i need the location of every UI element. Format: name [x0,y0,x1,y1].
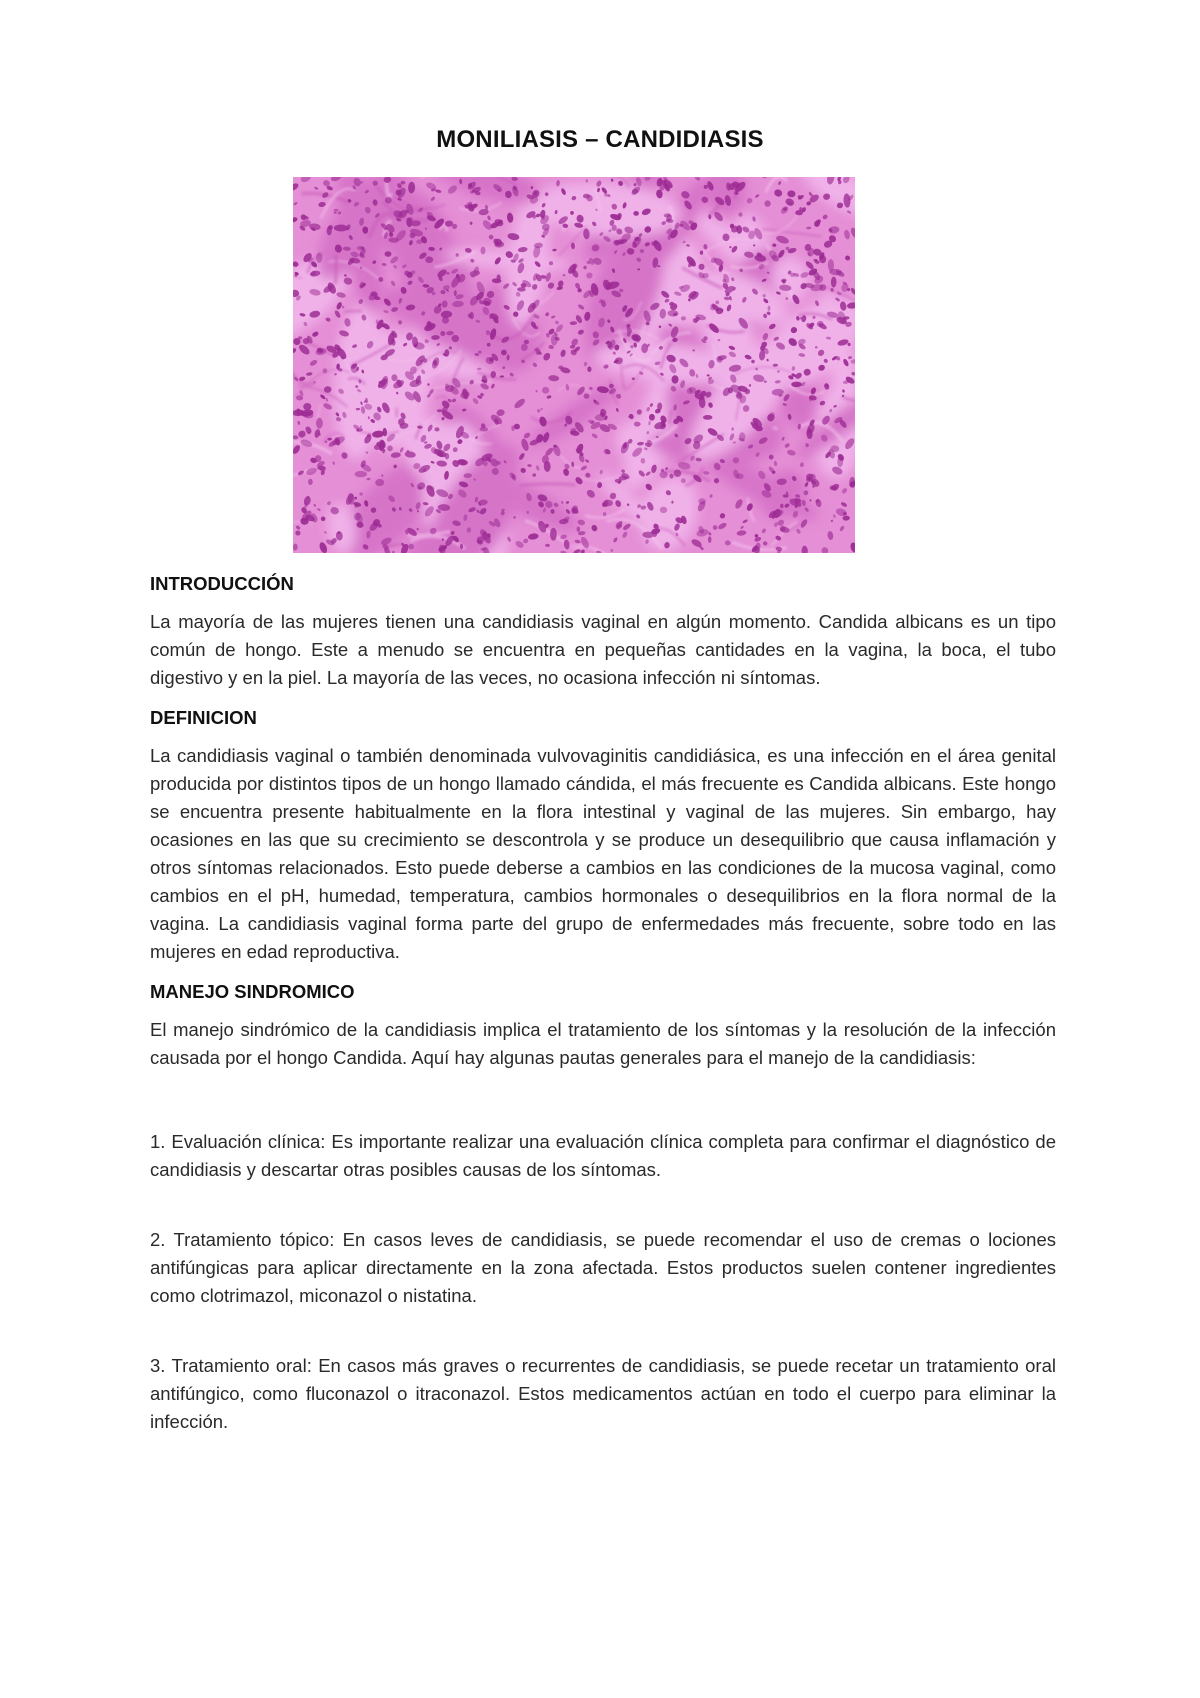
list-item: 3. Tratamiento oral: En casos más graves o recurrentes de candidiasis, se puede recetar un tratamiento oral antifúngico, como fluconazol o itraconazol. Estos medicamentos actúan en todo el cuerpo para eliminar la infección. [150,1355,1056,1432]
histology-image [293,177,855,553]
list-item: 2. Tratamiento tópico: En casos leves de candidiasis, se puede recomendar el uso de cremas o lociones antifúngicas para aplicar directamente en la zona afectada. Estos productos suelen contener ingredientes como clotrimazol, miconazol o nistatina. [150,1229,1056,1306]
document-title: MONILIASIS – CANDIDIASIS [436,126,764,153]
section-heading-manejo: MANEJO SINDROMICO [150,981,355,1002]
section-heading-definicion: DEFINICION [150,707,257,728]
document-body [150,572,1056,1436]
paragraph-definicion: La candidiasis vaginal o también denominada vulvovaginitis candidiásica, es una infección en el área genital producida por distintos tipos de un hongo llamado cándida, el más frecuente es Candida albicans. Este hongo se encuentra presente habitualmente en la flora intestinal y vaginal de las mujeres. Sin embargo, hay ocasiones en las que su crecimiento se descontrola y se produce un desequilibrio que causa inflamación y otros síntomas relacionados. Esto puede deberse a cambios en las condiciones de la mucosa vaginal, como cambios en el pH, humedad, temperatura, cambios hormonales o desequilibrios en la flora normal de la vagina. La candidiasis vaginal forma parte del grupo de enfermedades más frecuente, sobre todo en las mujeres en edad reproductiva. [150,745,1056,962]
list-item: 1. Evaluación clínica: Es importante realizar una evaluación clínica completa para confirmar el diagnóstico de candidiasis y descartar otras posibles causas de los síntomas. [150,1131,1056,1180]
paragraph-manejo: El manejo sindrómico de la candidiasis implica el tratamiento de los síntomas y la resolución de la infección causada por el hongo Candida. Aquí hay algunas pautas generales para el manejo de la candidiasis: [150,1019,1056,1068]
section-heading-introduccion: INTRODUCCIÓN [150,573,294,594]
paragraph-introduccion: La mayoría de las mujeres tienen una candidiasis vaginal en algún momento. Candida albicans es un tipo común de hongo. Este a menudo se encuentra en pequeñas cantidades en la vagina, la boca, el tubo digestivo y en la piel. La mayoría de las veces, no ocasiona infección ni síntomas. [150,611,1056,688]
